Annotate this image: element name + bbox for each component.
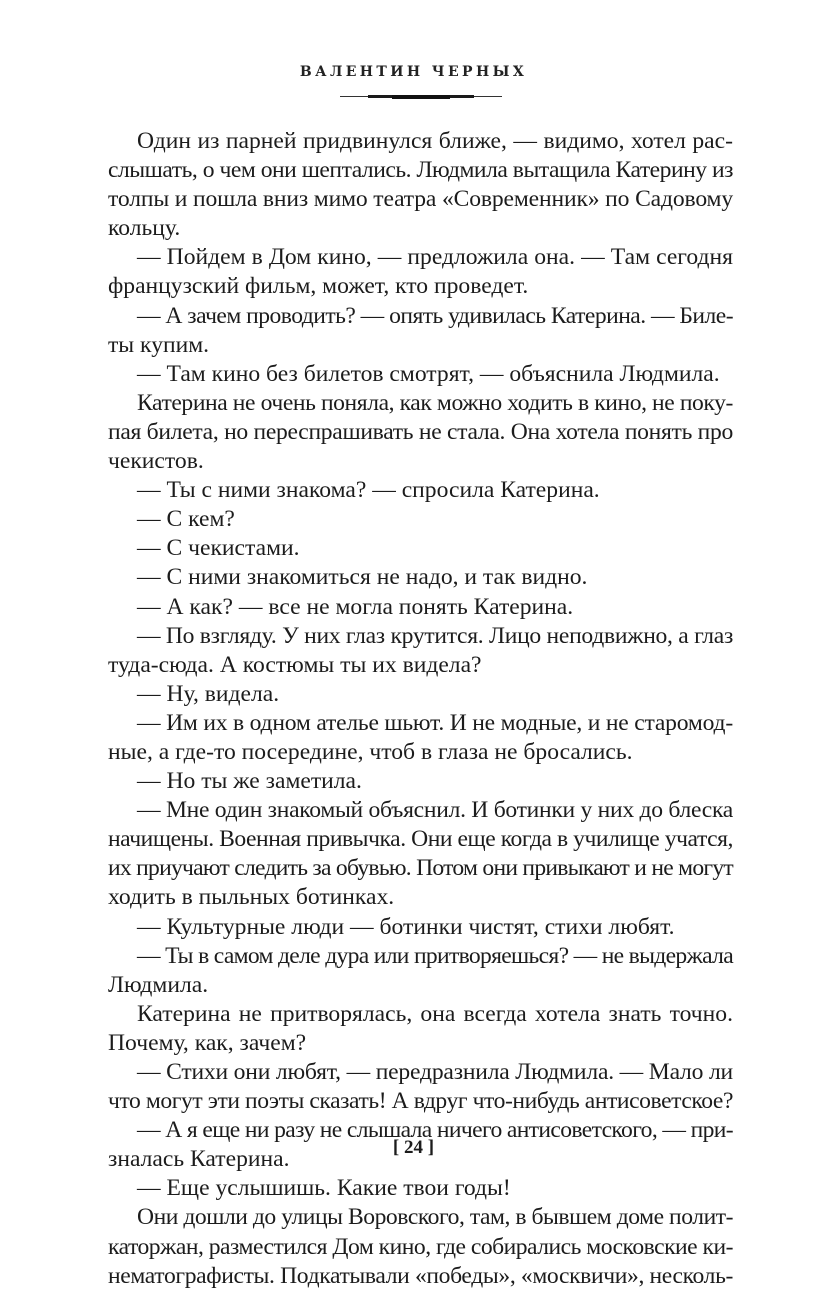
text-line: кольцу. <box>108 215 181 242</box>
text-line: — Мне один знакомый объяснил. И ботинки у них до блеска <box>137 797 733 824</box>
text-line: — Но ты же заметила. <box>137 768 362 795</box>
text-line: — Пойдем в Дом кино, — предложила она. — Там сегодня <box>137 244 733 271</box>
text-line: Они дошли до улицы Воровского, там, в бывшем доме полит- <box>137 1204 733 1231</box>
text-line: — Им их в одном ателье шьют. И не модные, и не старомод- <box>137 709 733 736</box>
text-line: — Стихи они любят, — передразнила Людмила. — Мало ли <box>137 1059 733 1085</box>
text-line: Один из парней придвинулся ближе, — видимо, хотел рас- <box>137 128 733 154</box>
text-line: Людмила. <box>108 971 209 998</box>
text-line: нематографисты. Подкатывали «победы», «москвичи», несколь- <box>108 1262 733 1289</box>
text-line: начищены. Военная привычка. Они еще когда в училище учатся, <box>108 826 733 853</box>
text-line: толпы и пошла вниз мимо театра «Современник» по Садовому <box>108 186 734 213</box>
running-head-author: ВАЛЕНТИН ЧЕРНЫХ <box>299 64 528 80</box>
text-line: ты купим. <box>108 331 210 358</box>
text-line: каторжан, разместился Дом кино, где собирались московские ки- <box>108 1233 733 1260</box>
text-line: ходить в пыльных ботинках. <box>108 884 395 911</box>
page-number: [ 24 ] <box>392 1137 435 1158</box>
text-line: ные, а где-то посередине, чтоб в глаза не бросались. <box>108 738 633 765</box>
text-line: — Ты в самом деле дура или притворяешься? — не выдержала <box>137 942 733 969</box>
text-line: — Еще услышишь. Какие твои годы! <box>137 1175 511 1202</box>
body-text <box>108 127 733 1291</box>
text-line: — Ты с ними знакома? — спросила Катерина. <box>137 477 600 504</box>
text-line: — А как? — все не могла понять Катерина. <box>137 593 574 620</box>
text-line: — С кем? <box>137 506 235 533</box>
text-line: — А зачем проводить? — опять удивилась Катерина. — Биле- <box>137 302 734 329</box>
text-line: чекистов. <box>108 448 204 475</box>
text-line: Катерина не притворялась, она всегда хотела знать точно. <box>137 1000 733 1027</box>
text-line: Катерина не очень поняла, как можно ходить в кино, не поку- <box>137 389 733 416</box>
header-rule-core <box>392 95 450 99</box>
text-line: французский фильм, может, кто проведет. <box>108 273 529 300</box>
text-line: пая билета, но переспрашивать не стала. Она хотела понять про <box>108 418 733 445</box>
text-line: — Культурные люди — ботинки чистят, стихи любят. <box>137 913 675 940</box>
text-line: что могут эти поэты сказать! А вдруг что-нибудь антисоветское? <box>108 1088 734 1115</box>
text-line: — Ну, видела. <box>137 680 280 707</box>
text-line: Почему, как, зачем? <box>108 1029 307 1056</box>
text-line: их приучают следить за обувью. Потом они привыкают и не могут <box>108 855 733 882</box>
text-line: слышать, о чем они шептались. Людмила вытащила Катерину из <box>108 157 734 184</box>
text-line: туда-сюда. А костюмы ты их видела? <box>108 651 482 678</box>
text-line: — По взгляду. У них глаз крутится. Лицо неподвижно, а глаз <box>137 622 734 649</box>
text-line: — А я еще ни разу не слышала ничего антисоветского, — при- <box>137 1117 733 1144</box>
text-line: — С ними знакомиться не надо, и так видно. <box>137 564 588 591</box>
text-line: зналась Катерина. <box>108 1146 290 1173</box>
text-line: — С чекистами. <box>137 535 300 562</box>
text-line: — Там кино без билетов смотрят, — объяснила Людмила. <box>137 360 720 387</box>
